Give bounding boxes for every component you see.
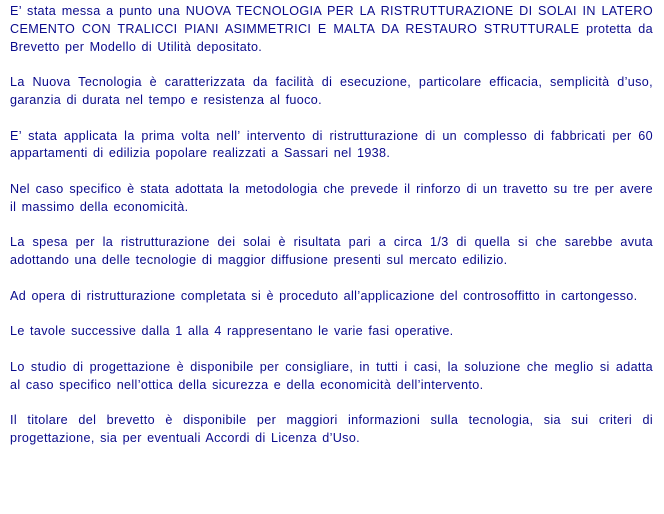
- paragraph-cost: La spesa per la ristrutturazione dei solai è risultata pari a circa 1/3 di quella si che sarebbe avuta adottando una delle tecnologie di maggior diffusione presenti sul mercato edilizio.: [10, 235, 653, 268]
- intro-tail-text: protetta da Brevetto per Modello di Utilità depositato.: [10, 21, 653, 54]
- paragraph-first-application: E’ stata applicata la prima volta nell’ intervento di ristrutturazione di un complesso di fabbricati per 60 appartamenti di edilizia popolare realizzati a Sassari nel 1938.: [10, 128, 653, 161]
- paragraph-design-studio: Lo studio di progettazione è disponibile per consigliare, in tutti i casi, la soluzione che meglio si adatta al caso specifico nell’ottica della sicurezza e della economicità dell’intervento.: [10, 359, 653, 392]
- paragraph-tables: Le tavole successive dalla 1 alla 4 rappresentano le varie fasi operative.: [10, 324, 454, 339]
- paragraph-features: La Nuova Tecnologia è caratterizzata da facilità di esecuzione, particolare efficacia, semplicità d’uso, garanzia di durata nel tempo e resistenza al fuoco.: [10, 75, 653, 107]
- paragraph-intro: [10, 3, 653, 56]
- document-body: [10, 3, 653, 448]
- paragraph-patent-holder: Il titolare del brevetto è disponibile per maggiori informazioni sulla tecnologia, sia sui criteri di progettazione, sia per eventuali Accordi di Licenza d’Uso.: [10, 413, 653, 446]
- paragraph-false-ceiling: Ad opera di ristrutturazione completata si è proceduto all’applicazione del controsoffitto in cartongesso.: [10, 288, 638, 303]
- intro-technology-title: NUOVA TECNOLOGIA PER LA RISTRUTTURAZIONE DI SOLAI IN LATERO CEMENTO CON TRALICCI PIANI ASIMMETRICI E MALTA DA RESTAURO STRUTTURALE: [10, 4, 653, 36]
- paragraph-methodology: Nel caso specifico è stata adottata la metodologia che prevede il rinforzo di un travetto su tre per avere il massimo della economicità.: [10, 181, 653, 214]
- intro-lead-text: E’ stata messa a punto una: [10, 4, 186, 18]
